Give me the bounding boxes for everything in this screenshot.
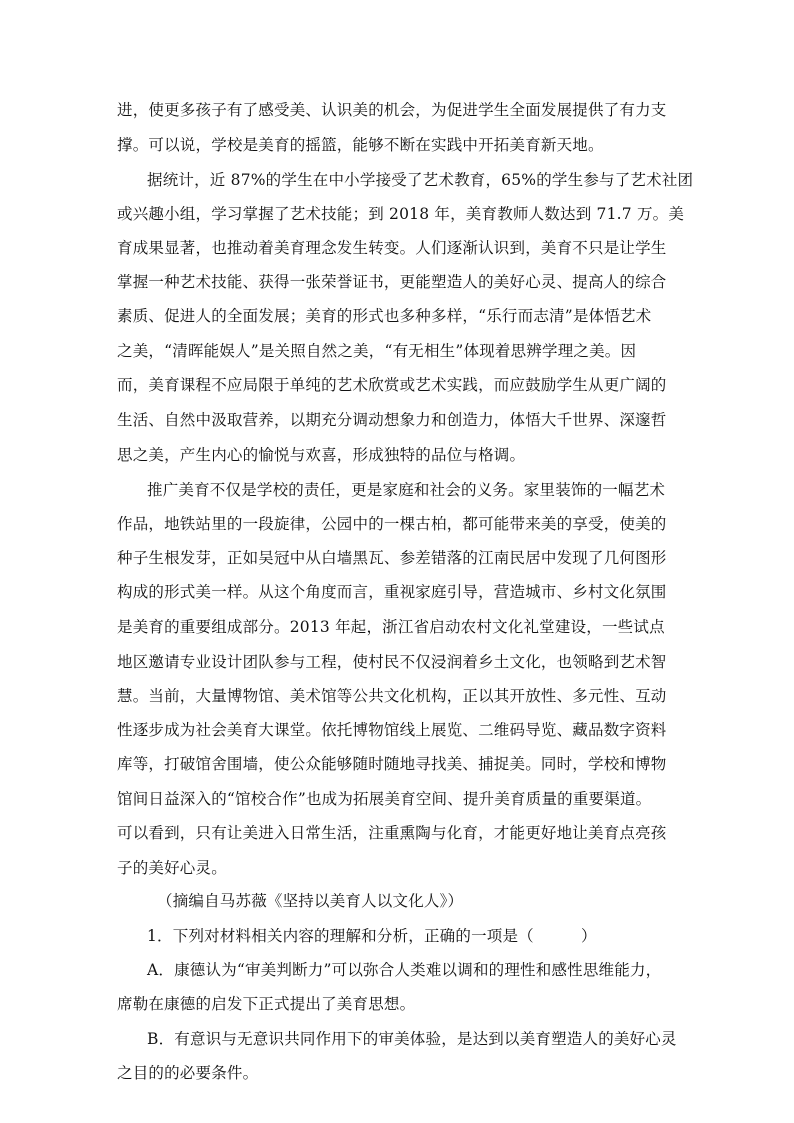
text-line: 性逐步成为社会美育大课堂。依托博物馆线上展览、二维码导览、藏品数字资料 (117, 721, 667, 739)
text-line: 馆间日益深入的“馆校合作”也成为拓展美育空间、提升美育质量的重要渠道。 (117, 790, 652, 808)
text-line: 之美，“清晖能娱人”是关照自然之美，“有无相生”体现着思辨学理之美。因 (117, 342, 637, 360)
option-b-line: 之目的的必要条件。 (117, 1064, 259, 1082)
option-a-line: A．康德认为“审美判断力”可以弥合人类难以调和的理性和感性思维能力， (147, 961, 662, 979)
text-line: 构成的形式美一样。从这个角度而言，重视家庭引导，营造城市、乡村文化氛围 (117, 583, 667, 601)
text-line: 推广美育不仅是学校的责任，更是家庭和社会的义务。家里装饰的一幅艺术 (147, 481, 666, 499)
text-line: 撑。可以说，学校是美育的摇篮，能够不断在实践中开拓美育新天地。 (117, 136, 604, 154)
text-line: 进，使更多孩子有了感受美、认识美的机会，为促进学生全面发展提供了有力支 (117, 101, 667, 119)
text-line: 种子生根发芽，正如吴冠中从白墙黑瓦、参差错落的江南民居中发现了几何图形 (117, 549, 667, 567)
text-line: 作品，地铁站里的一段旋律，公园中的一棵古柏，都可能带来美的享受，使美的 (117, 515, 667, 533)
text-line: 据统计，近 87%的学生在中小学接受了艺术教育，65%的学生参与了艺术社团 (147, 171, 694, 189)
question-stem: 1．下列对材料相关内容的理解和分析，正确的一项是（ ） (147, 927, 597, 945)
text-line: 或兴趣小组，学习掌握了艺术技能；到 2018 年，美育教师人数达到 71.7 万。美 (117, 205, 685, 223)
text-line: 是美育的重要组成部分。2013 年起，浙江省启动农村文化礼堂建设，一些试点 (117, 618, 665, 636)
option-b-line: B．有意识与无意识共同作用下的审美体验，是达到以美育塑造人的美好心灵 (147, 1030, 677, 1048)
text-line: 慧。当前，大量博物馆、美术馆等公共文化机构，正以其开放性、多元性、互动 (117, 687, 667, 705)
text-line: 可以看到，只有让美进入日常生活，注重熏陶与化育，才能更好地让美育点亮孩 (117, 824, 667, 842)
text-line: 子的美好心灵。 (117, 859, 227, 877)
text-line: 库等，打破馆舍围墙，使公众能够随时随地寻找美、捕捉美。同时，学校和博物 (117, 755, 667, 773)
text-line: 生活、自然中汲取营养，以期充分调动想象力和创造力，体悟大千世界、深邃哲 (117, 411, 667, 429)
text-line: 而，美育课程不应局限于单纯的艺术欣赏或艺术实践，而应鼓励学生从更广阔的 (117, 376, 667, 394)
text-line: 育成果显著，也推动着美育理念发生转变。人们逐渐认识到，美育不只是让学生 (117, 239, 667, 257)
text-line: 地区邀请专业设计团队参与工程，使村民不仅浸润着乡土文化，也领略到艺术智 (117, 653, 667, 671)
text-line: 思之美，产生内心的愉悦与欢喜，形成独特的品位与格调。 (117, 446, 526, 464)
source-citation: （摘编自马苏薇《坚持以美育人以文化人》） (157, 892, 464, 910)
text-line: 掌握一种艺术技能、获得一张荣誉证书，更能塑造人的美好心灵、提高人的综合 (117, 273, 667, 291)
text-line: 素质、促进人的全面发展；美育的形式也多种多样，“乐行而志清”是体悟艺术 (117, 307, 652, 325)
option-a-line: 席勒在康德的启发下正式提出了美育思想。 (117, 995, 416, 1013)
